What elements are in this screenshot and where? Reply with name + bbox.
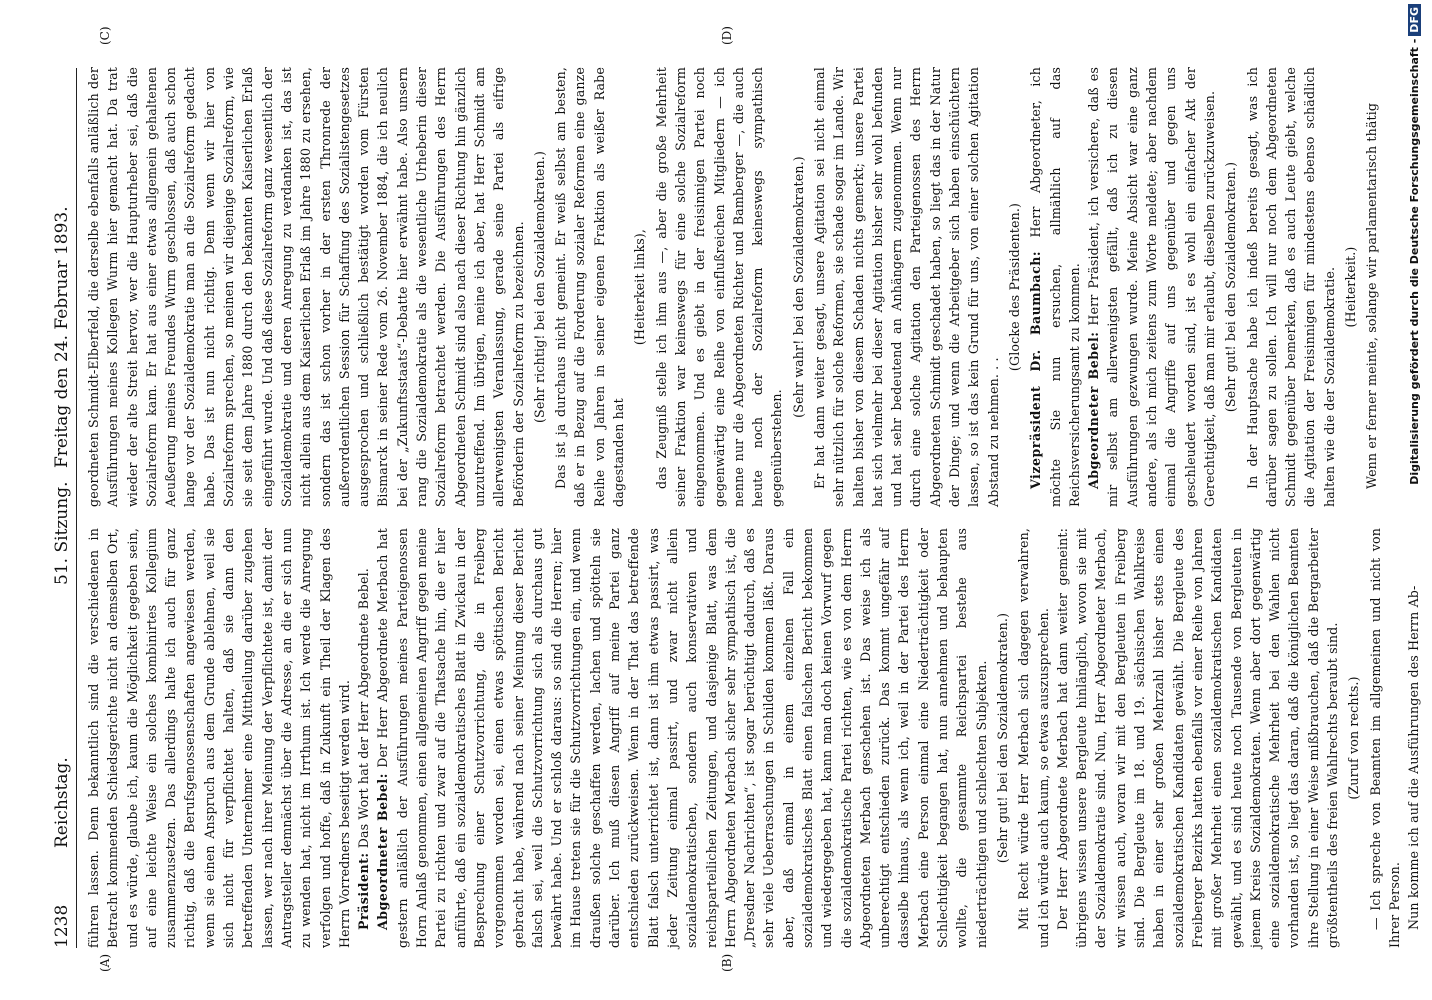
speaker-paragraph: [354, 528, 373, 948]
digitization-credit: [1408, 0, 1424, 1000]
margin-marker-c: (C): [98, 26, 112, 45]
text-paragraph: In der Hauptsache habe ich indeß bereits gesagt, was ich darüber sagen zu sollen. Ich will nur noch dem Abgeordneten Schmidt gegenüber bemerken, daß es auch Leute giebt, welche die Agitation der Freisinnigen für mindestens ebenso schädlich halten wie die der Sozialdemokratie.: [1244, 67, 1337, 507]
speaker-paragraph: [1084, 67, 1219, 507]
text-paragraph: Der Herr Abgeordnete Merbach hat dann weiter gemeint: übrigens wissen unsere Bergleute hinlänglich, wovon sie mit der Sozialdemokratie sind. Nun, Herr Abgeordneter Merbach, wir wissen auch, woran wir mit den Bergleuten in Freiberg sind. Die Bergleute im 18. und 19. sächsischen Wahlkreise haben in einer sehr großen Mehrzahl bisher stets einen sozialdemokratischen Kandidaten gewählt. Die Bergleute des Freiberger Bezirks hatten ebenfalls vor einer Reihe von Jahren mit großer Mehrheit einen sozialdemokratischen Kandidaten gewählt, und es sind heute noch Tausende von Bergleuten in jenem Kreise Sozialdemokraten. Wenn aber dort gegenwärtig eine sozialdemokratische Mehrheit bei den Wahlen nicht vorhanden ist, so liegt das daran, daß die königlichen Beamten ihre Stellung in einer Weise mißbrauchen, daß die Bergarbeiter größtentheils des freien Wahlrechts beraubt sind.: [1054, 528, 1340, 948]
stage-direction: (Glocke des Präsidenten.): [1006, 202, 1022, 372]
speaker-label: Präsident:: [356, 852, 372, 930]
credit-text: Digitalisierung gefördert durch die Deutsche Forschungsgemeinschaft -: [1408, 38, 1421, 485]
text-paragraph: Das ist ja durchaus nicht gemeint. Er weiß selbst am besten, daß er in Bezug auf die Forderung sozialer Reformen eine ganze Reihe von Jahren in seiner eigenen Fraktion als weißer Rabe dagestanden hat: [553, 67, 627, 507]
stage-direction: (Sehr gut! bei den Sozialdemokraten.): [994, 612, 1010, 864]
stage-direction: (Sehr gut! bei den Sozialdemokraten.): [1223, 161, 1239, 413]
left-text-column: [84, 528, 1422, 948]
speaker-paragraph: [1026, 67, 1084, 507]
margin-marker-a: (A): [98, 953, 112, 972]
margin-marker-b: (B): [720, 953, 734, 972]
stage-direction: (Zuruf von rechts.): [1346, 676, 1362, 800]
speaker-label: Abgeordneter Bebel:: [375, 773, 391, 930]
text-paragraph: Wenn er ferner meinte, solange wir parlamentarisch thätig: [1364, 102, 1380, 489]
speech-text: Der Herr Abgeordnete Merbach hat gestern anläßlich der Ausführungen meines Parteigenossen Horn Anlaß genommen, einen allgemeinen Angriff gegen meine Partei zu richten und zwar auf die Thatsache hin, die er hier anführte, daß ein sozialdemokratisches Blatt in Zwickau in der Besprechung einer Schutzvorrichtung, die in Freiberg vorgenommen worden sei, einen etwas spöttischen Bericht gebracht habe, während nach seiner Meinung dieser Bericht falsch sei, weil die Schutzvorrichtung sich als durchaus gut bewährt habe. Und er schloß daraus: so sind die Herren; hier im Hause treten sie für die Schutzvorrichtungen ein, und wenn draußen solche geschaffen werden, lachen und spötteln sie darüber. Ich muß diesen Angriff auf meine Partei ganz entschieden zurückweisen. Wenn in der That das betreffende Blatt falsch unterrichtet ist, dann ist ihm etwas passirt, was jeder Zeitung einmal passirt, und zwar nicht allein sozialdemokratischen, sondern auch konservativen und reichsparteilichen Zeitungen, und dasjenige Blatt, was dem Herrn Abgeordneten Merbach sicher sehr sympathisch ist, die „Dresdner Nachrichten“, ist sogar berüchtigt dadurch, daß es sehr viele Ueberraschungen in Schilden kommen läßt. Daraus aber, daß einmal in einem einzelnen Fall ein sozialdemokratisches Blatt einen falschen Bericht bekommen und wiedergegeben hat, kann man doch keinen Vorwurf gegen die sozialdemokratische Partei richten, wie es von dem Herrn Abgeordneten Merbach geschehen ist. Das weise ich als unberechtigt entschieden zurück. Das kommt ungefähr auf dasselbe hinaus, als wenn ich, weil in der Partei des Herrn Merbach eine Person einmal eine Niederträchtigkeit oder Schlechtigkeit begangen hat, nun annehmen und behaupten wollte, die gesammte Reichspartei bestehe aus niederträchtigen und schlechten Subjekten.: [375, 528, 989, 948]
margin-marker-d: (D): [720, 26, 734, 45]
right-text-column: [84, 66, 1380, 507]
running-title: Reichstag.: [52, 757, 72, 848]
dfg-logo: DFG: [1408, 4, 1421, 36]
speech-text: Herr Präsident, ich versichere, daß es mir selbst am allerwenigsten gefällt, daß ich zu diesen Ausführungen gezwungen wurde. Meine Absicht war eine ganz andere, als ich mich zeitens zum Worte meldete; aber nachdem einmal die Angriffe auf uns gegenüber und gegen uns geschleudert worden sind, ist es wohl ein einfacher Akt der Gerechtigkeit, daß man mir erlaubt, dieselben zurückzuweisen.: [1086, 67, 1217, 507]
speaker-label: Vizepräsident Dr. Baumbach:: [1028, 250, 1044, 489]
session-date: Freitag den 24. Februar 1893.: [52, 206, 72, 468]
page-number: 1238: [52, 904, 72, 948]
stage-direction: (Heiterkeit.): [1343, 246, 1358, 328]
stage-direction: (Sehr richtig! bei den Sozialdemokraten.): [531, 150, 547, 424]
stage-direction: (Sehr wahr! bei den Sozialdemokraten.): [790, 156, 806, 418]
text-paragraph: geordneten Schmidt-Elberfeld, die derselbe ebenfalls anläßlich der Ausführungen meines Kollegen Wurm hier gemacht hat. Da trat wieder der alte Streit hervor, wer die Haupturheber sei, daß die Sozialreform kam. Er hat aus einer etwas allgemein gehaltenen Aeußerung meines Freundes Wurm geschlossen, daß auch schon lange vor der Sozialdemokratie man an die Sozialreform gedacht habe. Das ist nun nicht richtig. Denn wenn wir hier von Sozialreform sprechen, so meinen wir diejenige Sozialreform, wie sie seit dem Jahre 1880 durch den bekannten Kaiserlichen Erlaß eingeführt wurde. Und daß diese Sozialreform ganz wesentlich der Sozialdemokratie und deren Anregung zu verdanken ist, das ist nicht allein aus dem Kaiserlichen Erlaß im Jahre 1880 zu ersehen, sondern das ist schon vorher in der ersten Thronrede der außerordentlichen Session für Schaffung des Sozialistengesetzes ausgesprochen und schließlich bestätigt worden vom Fürsten Bismarck in seiner Rede vom 26. November 1884, die ich neulich bei der „Zukunftsstaats“-Debatte hier erwähnt habe. Also unsern rang die Sozialdemokratie als die wesentliche Urheberin dieser Sozialreform betrachtet werden. Die Ausführungen des Herrn Abgeordneten Schmidt sind also nach dieser Richtung hin gänzlich unzutreffend. Im übrigen, meine ich aber, hat Herr Schmidt am allerwenigsten Veranlassung, gerade seine Partei als eifrige Beförderin der Sozialreform zu bezeichnen.: [86, 66, 526, 507]
speaker-label: Abgeordneter Bebel:: [1086, 331, 1102, 489]
text-paragraph: Mit Recht würde Herr Merbach sich dagegen verwahren, und ich würde auch kaum, so etwas auszusprechen.: [1016, 528, 1051, 948]
page-header: [52, 0, 74, 1000]
header-rule: [76, 68, 77, 948]
text-paragraph: das Zeugniß stelle ich ihm aus —, aber die große Mehrheit seiner Fraktion war keineswegs für eine solche Sozialreform eingenommen. Und es giebt in der freisinnigen Partei noch gegenwärtig eine Reihe von einflußreichen Mitgliedern — ich nenne nur die Abgeordneten Richter und Bamberger —, die auch heute noch der Sozialreform keineswegs sympathisch gegenüberstehen.: [653, 67, 785, 507]
text-paragraph: Nun komme ich auf die Ausführungen des Herrn Ab-: [1406, 585, 1422, 930]
text-paragraph: — Ich spreche von Beamten im allgemeinen und nicht von Ihrer Person.: [1367, 528, 1402, 948]
speech-text: Das Wort hat der Herr Abgeordnete Bebel.: [356, 568, 372, 849]
session-label: 51. Sitzung.: [52, 481, 72, 585]
stage-direction: (Heiterkeit links),: [632, 228, 648, 346]
speech-text: Herr Abgeordneter, ich möchte Sie nun ersuchen, allmählich auf das Reichsversicherungsamt zu kommen.: [1028, 66, 1082, 507]
text-paragraph: Er hat dann weiter gesagt, unsere Agitation sei nicht einmal sehr nützlich für solche Reformen, sie schade sogar im Lande. Wir halten bisher von diesem Schaden nichts gemerkt; unsere Partei hat sich vielmehr bei dieser Agitation bisher sehr wohl befunden und hat sehr bedeutend an Anhängern zugenommen. Wenn nur durch eine solche Agitation den Parteigenossen des Herrn Abgeordneten Schmidt geschadet haben, so liegt das in der Natur der Dinge; und wenn die Arbeitgeber sich haben einschüchtern lassen, so ist das kein Grund für uns, von einer solchen Agitation Abstand zu nehmen. . .: [811, 67, 1001, 507]
text-paragraph: führen lassen. Denn bekanntlich sind die verschiedenen in Betracht kommenden Schiedsgerichte nicht an demselben Ort, und es würde, glaube ich, kaum die Möglichkeit gegeben sein, auf eine leichte Weise ein solches kombinirtes Kollegium zusammenzusetzen. Das allerdings halte ich auch für ganz richtig, daß die Berufsgenossenschaften angewiesen werden, wenn sie einen Anspruch aus dem Grunde ablehnen, weil sie sich nicht für verpflichtet halten, daß sie dann den betreffenden Unternehmer eine Mittheilung darüber zugehen lassen, wer nach ihrer Meinung der Verpflichtete ist, damit der Antragsteller demnächst über die Adresse, an die er sich nun zu wenden hat, nicht im Irrthum ist. Ich werde die Anregung verfolgen und hoffe, daß in Zukunft ein Theil der Klagen des Herrn Vorredners beseitigt werden wird.: [86, 528, 352, 948]
speaker-paragraph: [373, 528, 991, 948]
